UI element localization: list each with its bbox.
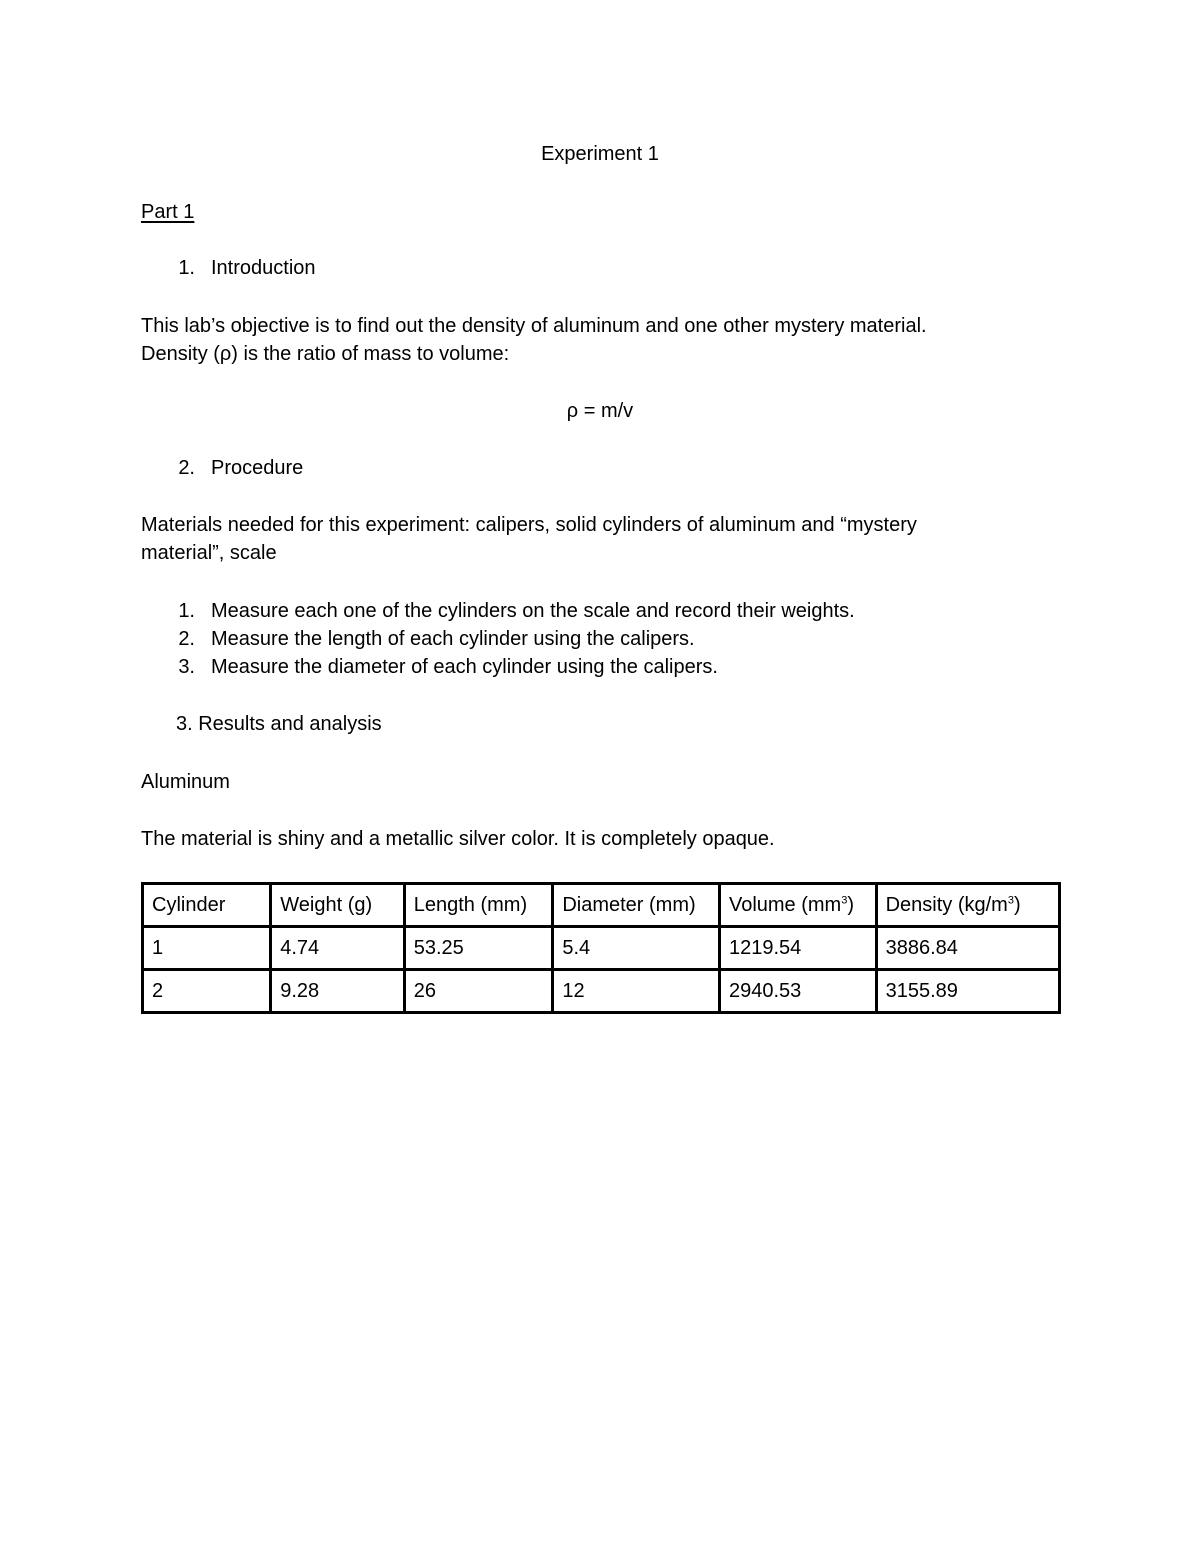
- step-text: Measure each one of the cylinders on the scale and record their weights.: [211, 600, 855, 622]
- step-number: 2.: [178, 628, 195, 650]
- table-row: [143, 970, 1060, 1013]
- table-cell: 3155.89: [876, 970, 1059, 1013]
- material-description: The material is shiny and a metallic silver color. It is completely opaque.: [141, 828, 775, 850]
- table-cell: 1: [143, 927, 271, 970]
- table-cell: 9.28: [271, 970, 404, 1013]
- section-heading-procedure: [141, 456, 303, 480]
- density-formula: ρ = m/v: [566, 400, 634, 422]
- table-cell: 2: [143, 970, 271, 1013]
- section-heading-introduction: [141, 256, 316, 280]
- table-cell: 2940.53: [719, 970, 876, 1013]
- step-text: Measure the diameter of each cylinder using the calipers.: [211, 656, 718, 678]
- table-cell: 12: [553, 970, 720, 1013]
- step-number: 3.: [178, 656, 195, 678]
- step-number: 1.: [178, 600, 195, 622]
- table-cell: 26: [404, 970, 553, 1013]
- table-header-row: [143, 884, 1060, 927]
- step-text: Measure the length of each cylinder using the calipers.: [211, 628, 695, 650]
- table-cell: 53.25: [404, 927, 553, 970]
- section-heading-text: Procedure: [211, 457, 304, 479]
- section-number: 2.: [178, 457, 195, 479]
- section-heading-text: Introduction: [211, 257, 316, 279]
- table-cell: 4.74: [271, 927, 404, 970]
- table-header-cell: Diameter (mm): [553, 884, 720, 927]
- procedure-step: [141, 655, 718, 679]
- materials-paragraph-line-2: material”, scale: [141, 542, 277, 564]
- document-title: Experiment 1: [541, 143, 659, 165]
- table-cell: 5.4: [553, 927, 720, 970]
- procedure-step: [141, 627, 695, 651]
- table-header-cell: Density $(kg/m^3)$: [876, 884, 1059, 927]
- table-row: [143, 927, 1060, 970]
- section-number: 1.: [178, 257, 195, 279]
- table-cell: 1219.54: [719, 927, 876, 970]
- table-header-cell: Weight (g): [271, 884, 404, 927]
- section-heading-results: 3. Results and analysis: [176, 713, 382, 735]
- table-cell: 3886.84: [876, 927, 1059, 970]
- table-header-cell: Length (mm): [404, 884, 553, 927]
- intro-paragraph-line-2: Density (ρ) is the ratio of mass to volume:: [141, 343, 510, 365]
- materials-paragraph-line-1: Materials needed for this experiment: calipers, solid cylinders of aluminum and “mystery: [141, 514, 917, 536]
- material-heading: Aluminum: [141, 771, 230, 793]
- table-header-cell: Volume $(mm^3)$: [719, 884, 876, 927]
- table-header-cell: Cylinder: [143, 884, 271, 927]
- results-table: [141, 882, 1061, 1014]
- intro-paragraph-line-1: This lab’s objective is to find out the density of aluminum and one other mystery material.: [141, 315, 927, 337]
- procedure-step: [141, 599, 855, 623]
- part-heading: Part 1: [141, 201, 195, 223]
